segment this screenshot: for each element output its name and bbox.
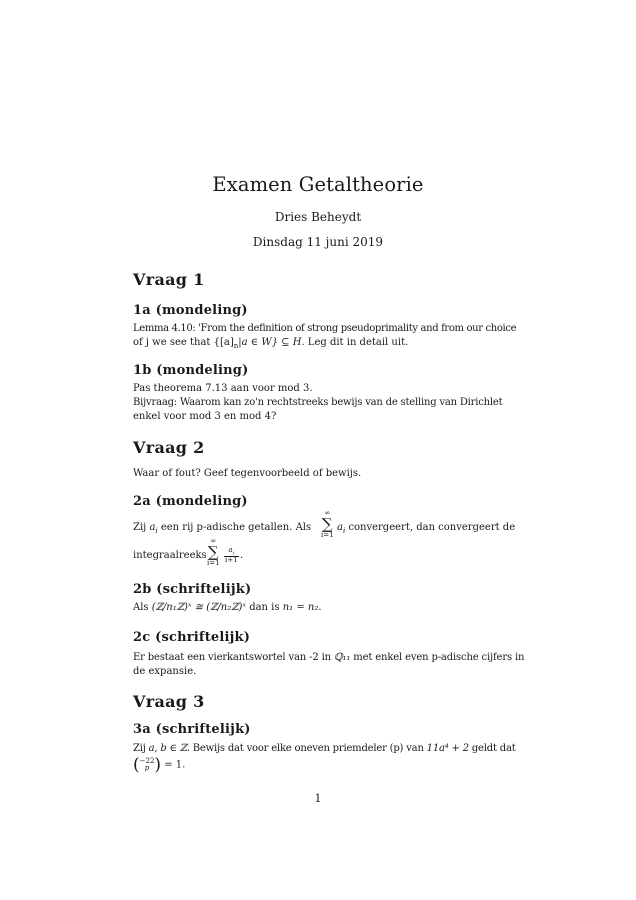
- ab-in-z: a, b ∈ ℤ: [148, 743, 187, 754]
- text-convergeert: convergeert, dan convergeert de: [345, 522, 516, 533]
- text-dan-is: dan is: [246, 602, 283, 613]
- field-q11: ℚ₁₁: [333, 652, 351, 663]
- section-heading-vraag-3: Vraag 3: [133, 692, 205, 711]
- lemma-subscript: n: [233, 342, 239, 350]
- lemma-text-post: Leg dit in detail uit.: [304, 337, 409, 348]
- subsection-heading-2c: 2c (schriftelijk): [133, 630, 251, 645]
- paragraph-2a-line-2: [133, 549, 207, 563]
- section-heading-vraag-1: Vraag 1: [133, 270, 205, 289]
- paragraph-1a-line-2: [133, 336, 503, 353]
- paragraph-2c-line-2: de expansie.: [133, 666, 197, 677]
- equals-one: = 1.: [161, 759, 186, 771]
- term-ai: $a_i$: [149, 522, 158, 535]
- paragraph-2c-line-1: Er bestaat een vierkantswortel van -2 in ℚ₁₁ met enkel even p-adische cijfers in: [133, 652, 525, 663]
- legendre-symbol: −22 p: [139, 757, 155, 772]
- subsection-heading-3a: 3a (schriftelijk): [133, 722, 251, 737]
- paragraph-3a: [133, 742, 516, 778]
- legendre-right-paren: ): [154, 755, 162, 775]
- legendre-left-paren: (: [133, 755, 140, 775]
- paragraph-2c: [133, 651, 525, 679]
- group-isomorphism: (ℤ/n₁ℤ)ˣ ≅ (ℤ/n₂ℤ)ˣ: [151, 602, 247, 613]
- paragraph-2b: [133, 601, 503, 615]
- text-als: Als: [133, 602, 152, 613]
- fraction-ai-over-i-plus-1: $\frac{a_i}{i+1}$: [225, 546, 238, 565]
- term-ai-2: $a_i$: [337, 522, 346, 535]
- subsection-heading-2b: 2b (schriftelijk): [133, 582, 252, 597]
- text-integraalreeks: integraalreeks: [133, 550, 207, 561]
- period: .: [240, 550, 244, 561]
- paragraph-1b: [133, 382, 503, 424]
- document-title: Examen Getaltheorie: [212, 173, 424, 196]
- paragraph-3a-line-1: Zij a, b ∈ ℤ. Bewijs dat voor elke oneven priemdeler (p) van 11a⁴ + 2 geldt dat: [133, 743, 516, 754]
- subsection-heading-1a: 1a (mondeling): [133, 303, 248, 318]
- lemma-math: |a ∈ W} ⊆ H.: [238, 337, 305, 348]
- polynomial-11a4-plus-2: 11a⁴ + 2: [426, 743, 469, 754]
- summation-2: ∞ ∑ i=1: [207, 537, 220, 567]
- text-rij: een rij p-adische getallen. Als: [157, 522, 312, 533]
- section-heading-vraag-2: Vraag 2: [133, 438, 205, 457]
- paragraph-1b-line-1: Pas theorema 7.13 aan voor mod 3.: [133, 383, 313, 394]
- subsection-heading-1b: 1b (mondeling): [133, 363, 249, 378]
- document-date: Dinsdag 11 juni 2019: [252, 235, 384, 249]
- lemma-text-pre: of j we see that {[a]: [133, 337, 234, 348]
- paragraph-2a-line-1: [133, 521, 311, 538]
- paragraph-2a-line-1-end: [337, 521, 515, 538]
- subsection-heading-2a: 2a (mondeling): [133, 494, 248, 509]
- page-number: 1: [314, 792, 322, 805]
- text-period: .: [318, 602, 322, 613]
- document-author: Dries Beheydt: [274, 210, 362, 224]
- paragraph-1a: [133, 322, 517, 353]
- paragraph-2-intro: Waar of fout? Geef tegenvoorbeeld of bewijs.: [133, 468, 362, 479]
- paragraph-3a-line-2: [133, 755, 503, 775]
- text-zij: Zij: [133, 522, 150, 533]
- paragraph-1b-line-3: enkel voor mod 3 en mod 4?: [133, 411, 277, 422]
- summation-1: ∞ ∑ i=1: [321, 509, 334, 539]
- paragraph-1b-line-2: Bijvraag: Waarom kan zo'n rechtstreeks bewijs van de stelling van Dirichlet: [133, 397, 503, 408]
- paragraph-2a: [133, 509, 516, 572]
- paragraph-1a-line-1: Lemma 4.10: 'From the definition of strong pseudoprimality and from our choice: [133, 323, 517, 334]
- equality-n1-n2: n₁ = n₂: [282, 602, 319, 613]
